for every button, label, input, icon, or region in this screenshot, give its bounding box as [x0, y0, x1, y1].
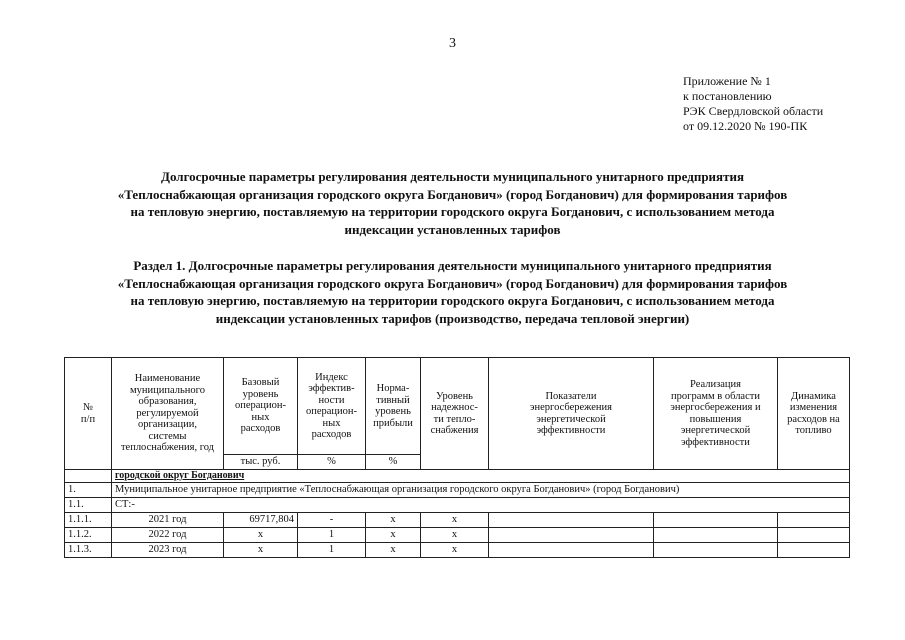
row-base: 69717,804 [224, 513, 298, 528]
header-reliability: Уровень надежнос- ти тепло- снабжения [421, 358, 489, 470]
header-base-costs: Базовый уровень операцион- ных расходов [224, 358, 298, 455]
row-base: х [224, 528, 298, 543]
table-row [65, 528, 850, 543]
row-index: 1 [298, 543, 366, 558]
header-efficiency-index: Индекс эффектив- ности операцион- ных расходов [298, 358, 366, 455]
header-name: Наименование муниципального образования, регулируемой организации, системы теплоснабжения, год [112, 358, 224, 470]
header-programs: Реализация программ в области энергосбережения и повышения энергетической эффективности [654, 358, 778, 470]
appendix-line: к постановлению [683, 89, 772, 103]
row-num: 1.1.1. [65, 513, 112, 528]
section-line: индексации установленных тарифов (производство, передача тепловой энергии) [215, 310, 690, 326]
appendix-line: от 09.12.2020 № 190-ПК [683, 119, 808, 133]
organization-row [65, 483, 850, 498]
row-year: 2022 год [112, 528, 224, 543]
section-title [60, 257, 845, 327]
row-num: 1.1.2. [65, 528, 112, 543]
unit-index: % [298, 455, 366, 470]
municipality-row [65, 470, 850, 483]
section-line: Раздел 1. Долгосрочные параметры регулирования деятельности муниципального унитарного предприятия [133, 258, 772, 273]
header-num: № п/п [65, 358, 112, 470]
title-line: Долгосрочные параметры регулирования деятельности муниципального унитарного предприятия [161, 169, 744, 184]
row-year: 2021 год [112, 513, 224, 528]
header-row [65, 358, 850, 455]
system-row [65, 498, 850, 513]
section-line: «Теплоснабжающая организация городского округа Богданович» (город Богданович) для формирования тарифов [117, 275, 788, 291]
org-num: 1. [65, 483, 112, 498]
system-name: СТ:- [112, 498, 850, 513]
section-line: на тепловую энергию, поставляемую на территории городского округа Богданович, с использованием метода [130, 293, 775, 308]
header-profit-norm: Норма- тивный уровень прибыли [366, 358, 421, 455]
appendix-line: Приложение № 1 [683, 74, 771, 88]
title-line: «Теплоснабжающая организация городского округа Богданович» (город Богданович) для формирования тарифов [117, 186, 788, 202]
unit-base: тыс. руб. [224, 455, 298, 470]
row-reliability: х [421, 513, 489, 528]
row-reliability: х [421, 528, 489, 543]
row-index: - [298, 513, 366, 528]
row-reliability: х [421, 543, 489, 558]
header-energy-saving: Показатели энергосбережения энергетической эффективности [489, 358, 654, 470]
table-row [65, 543, 850, 558]
appendix-note [683, 74, 823, 134]
municipality-name: городской округ Богданович [112, 470, 850, 483]
org-name: Муниципальное унитарное предприятие «Теплоснабжающая организация городского округа Богданович» (город Богданович) [112, 483, 850, 498]
parameters-table [64, 357, 850, 558]
row-norm: х [366, 513, 421, 528]
row-base: х [224, 543, 298, 558]
row-norm: х [366, 528, 421, 543]
row-norm: х [366, 543, 421, 558]
row-year: 2023 год [112, 543, 224, 558]
document-title [60, 168, 845, 238]
table-row [65, 513, 850, 528]
system-num: 1.1. [65, 498, 112, 513]
title-line: индексации установленных тарифов [344, 221, 561, 237]
page-number: 3 [449, 36, 456, 51]
header-fuel-dynamics: Динамика изменения расходов на топливо [778, 358, 850, 470]
row-num: 1.1.3. [65, 543, 112, 558]
appendix-line: РЭК Свердловской области [683, 104, 824, 118]
title-line: на тепловую энергию, поставляемую на территории городского округа Богданович, с использованием метода [130, 204, 775, 219]
unit-norm: % [366, 455, 421, 470]
row-index: 1 [298, 528, 366, 543]
